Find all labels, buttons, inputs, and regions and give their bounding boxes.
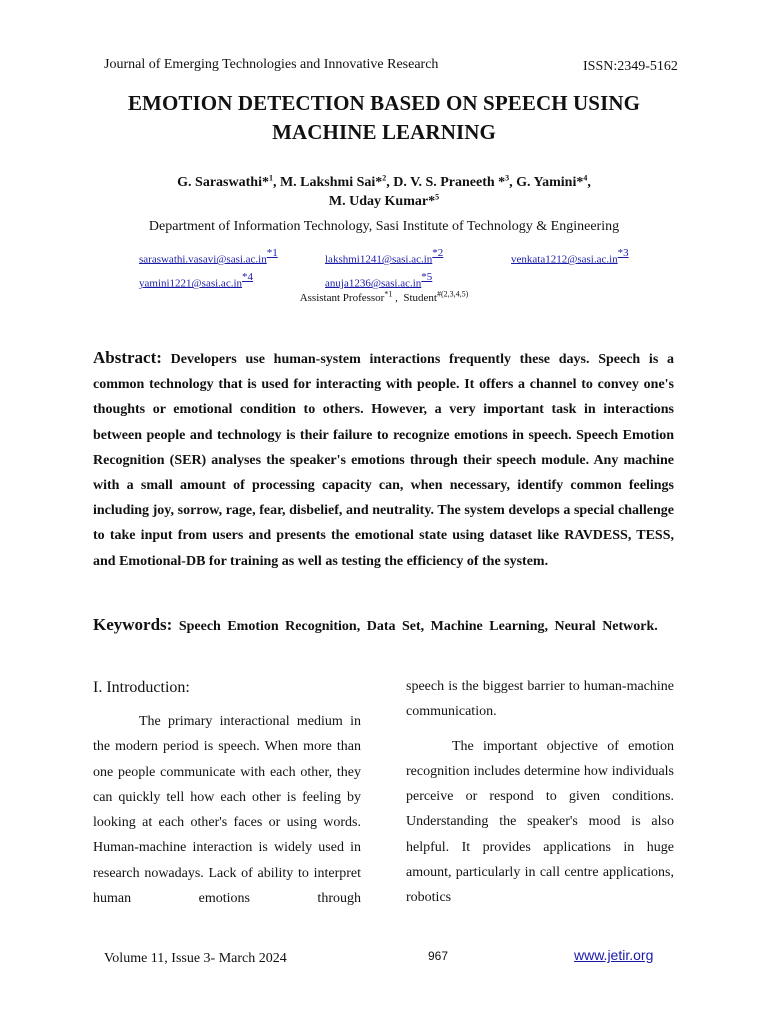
paper-title-line1: EMOTION DETECTION BASED ON SPEECH USING <box>127 91 641 115</box>
author-affiliation-sup: 2 <box>382 173 387 183</box>
email-link-4[interactable] <box>139 271 253 291</box>
email-sup: *3 <box>617 247 629 259</box>
abstract-section <box>93 345 674 574</box>
author-name: G. Saraswathi* <box>177 175 269 190</box>
footer-site-link[interactable]: www.jetir.org <box>574 947 654 963</box>
author-list <box>60 173 708 211</box>
author-roles <box>60 289 708 304</box>
email-address[interactable]: yamini1221@sasi.ac.in <box>139 277 243 290</box>
paper-title-line2: MACHINE LEARNING <box>272 120 496 144</box>
section-heading-introduction: I. Introduction: <box>93 679 190 696</box>
column-left <box>93 677 361 911</box>
author-separator: , <box>386 175 394 190</box>
role-professor-sup: *1 <box>384 289 393 299</box>
keywords-section <box>93 611 674 640</box>
role-professor: Assistant Professor <box>299 292 385 304</box>
intro-paragraph-1: The primary interactional medium in the modern period is speech. When more than one people communicate with each other, they can quickly tell how each other is feeling by looking at each other's faces or using words. Human-machine interaction is widely used in research nowadays. Lack of ability to interpret human emotions through <box>93 714 361 907</box>
author-separator: , <box>587 175 591 190</box>
email-link-2[interactable] <box>325 247 443 267</box>
author-affiliation-sup: 1 <box>268 173 273 183</box>
footer-page-number: 967 <box>428 949 449 963</box>
email-link-1[interactable] <box>139 247 278 267</box>
author-separator: , <box>509 175 517 190</box>
email-sup: *1 <box>266 247 278 259</box>
author-affiliation-sup: 5 <box>435 192 440 202</box>
keywords-label: Keywords: <box>93 615 173 634</box>
author-separator: , <box>272 175 280 190</box>
intro-paragraph-2: The important objective of emotion recognition includes determine how individuals perceive or respond to given conditions. Understanding the speaker's mood is also helpful. It provides applications in huge amount, particularly in call centre applications, robotics <box>406 738 674 906</box>
email-link-3[interactable] <box>511 247 629 267</box>
paper-title <box>60 89 708 147</box>
email-sup: *5 <box>421 271 433 283</box>
keywords-text: Speech Emotion Recognition, Data Set, Machine Learning, Neural Network. <box>178 619 658 634</box>
author-name: M. Lakshmi Sai* <box>279 175 383 190</box>
abstract-text: Developers use human-system interactions frequently these days. Speech is a common technology that is used for interacting with people. It offers a channel to convey one's thoughts or emotional condition to others. However, a very important task in interactions between people and technology is their failure to recognize emotions in speech. Speech Emotion Recognition (SER) analyses the speaker's emotions through their speech module. Any machine with a small amount of processing capacity can, when necessary, identify common feelings including joy, sorrow, rage, fear, disbelief, and neutrality. The system develops a special challenge to take input from users and presents the emotional state using dataset like RAVDESS, TESS, and Emotional-DB for training as well as testing the efficiency of the system. <box>93 352 675 569</box>
author-affiliation-sup: 3 <box>505 173 510 183</box>
intro-paragraph-1-continued: speech is the biggest barrier to human-machine communication. <box>406 679 674 720</box>
running-header-issn: ISSN:2349-5162 <box>583 59 678 74</box>
abstract-label: Abstract: <box>93 348 162 367</box>
author-name: M. Uday Kumar* <box>328 194 436 209</box>
email-sup: *4 <box>242 271 254 283</box>
department-affiliation: Department of Information Technology, Sasi Institute of Technology & Engineering <box>148 219 620 234</box>
author-affiliation-sup: 4 <box>583 173 588 183</box>
role-student: Student <box>403 292 437 304</box>
author-name: D. V. S. Praneeth * <box>393 175 506 190</box>
role-student-sup: #(2,3,4,5) <box>436 289 469 299</box>
running-header-journal: Journal of Emerging Technologies and Innovative Research <box>104 57 439 72</box>
email-address[interactable]: saraswathi.vasavi@sasi.ac.in <box>139 253 267 266</box>
email-address[interactable]: lakshmi1241@sasi.ac.in <box>325 253 433 266</box>
author-name: G. Yamini* <box>516 175 584 190</box>
role-separator: , <box>392 292 404 304</box>
column-right <box>406 674 674 911</box>
email-sup: *2 <box>432 247 444 259</box>
footer-volume: Volume 11, Issue 3- March 2024 <box>104 951 287 966</box>
email-address[interactable]: venkata1212@sasi.ac.in <box>511 253 618 266</box>
email-link-5[interactable] <box>325 271 432 291</box>
email-address[interactable]: anuja1236@sasi.ac.in <box>325 277 422 290</box>
